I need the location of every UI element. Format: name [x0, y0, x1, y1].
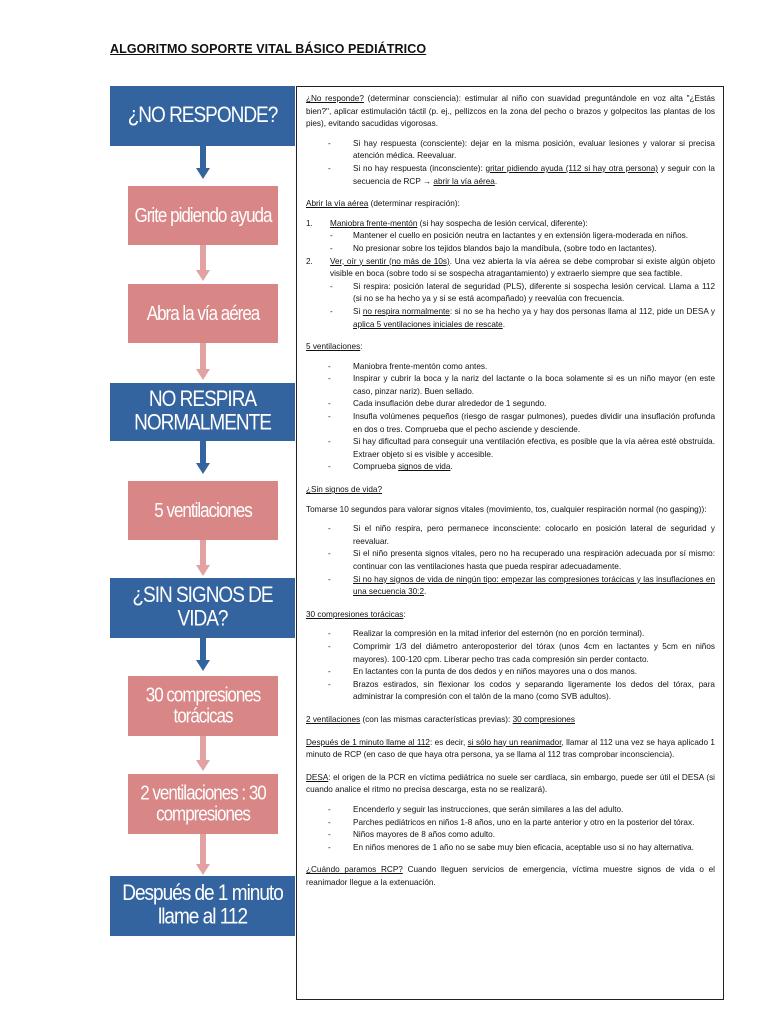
flow-box-30-compresiones: 30 compresiones torácicas — [128, 676, 278, 736]
flow-arrow-3 — [196, 343, 210, 380]
list-item: - Si el niño presenta signos vitales, pero no ha recuperado una respiración adecuada por sí mismo: continuar con las ventilaciones hasta que pueda respirar adecuadamente. — [306, 548, 715, 573]
list-item: - Si no respira normalmente: si no se ha hecho ya y hay dos personas llama al 112, pide un DESA y aplica 5 ventilaciones iniciales de rescate. — [330, 306, 715, 331]
section-sin-signos: ¿Sin signos de vida? — [306, 485, 383, 495]
list-desa — [306, 804, 715, 854]
list-30-compresiones — [306, 628, 715, 704]
list-item: - Cada insuflación debe durar alrededor de 1 segundo. — [306, 398, 715, 411]
flow-arrow-5 — [196, 540, 210, 576]
flow-arrow-2 — [196, 245, 210, 281]
list-item: - Si respira: posición lateral de seguridad (PLS), diferente si sospecha lesión cervical. Llama a 112 (si no se ha hecho ya y si se está acompañado) y reevalúa con frecuencia. — [330, 281, 715, 306]
flow-arrow-7 — [196, 736, 210, 771]
list-item: - Si no hay respuesta (inconsciente): gritar pidiendo ayuda (112 si hay otra persona) y seguir con la secuencia de RCP → abrir la vía aérea. — [306, 163, 715, 188]
list-item: - Comprimir 1/3 del diámetro anteroposterior del tórax (unos 4cm en lactantes y 5cm en niños mayores). 100-120 cpm. Liberar pecho tras cada compresión sin perder contacto. — [306, 641, 715, 666]
list-item: - Parches pediátricos en niños 1-8 años, uno en la parte anterior y otro en la posterior del tórax. — [306, 817, 715, 830]
flow-arrow-4 — [196, 441, 210, 474]
list-item: - Realizar la compresión en la mitad inferior del esternón (no en porción terminal). — [306, 628, 715, 641]
list-item: - Mantener el cuello en posición neutra en lactantes y en extensión ligera-moderada en niños. — [330, 230, 715, 243]
instructions-panel — [296, 86, 724, 1000]
list-item: - Si el niño respira, pero permanece inconsciente: colocarlo en posición lateral de seguridad y reevaluar. — [306, 523, 715, 548]
flow-box-no-responde: ¿NO RESPONDE? — [110, 86, 295, 146]
list-item: - Insufla volúmenes pequeños (riesgo de rasgar pulmones), puedes dividir una insuflación profunda en dos o tres. Comprueba que el pecho asciende y desciende. — [306, 411, 715, 436]
flow-box-sin-signos: ¿SIN SIGNOS DE VIDA? — [110, 578, 295, 638]
list-item: - Brazos estirados, sin flexionar los codos y separando ligeramente los dedos del tórax, para administrar la compresión con el talón de la mano (como SVB adultos). — [306, 679, 715, 704]
flow-box-no-respira: NO RESPIRA NORMALMENTE — [110, 383, 295, 441]
list-sin-signos — [306, 523, 715, 599]
list-item: - En lactantes con la punta de dos dedos y en niños mayores una o dos manos. — [306, 666, 715, 679]
flow-arrow-6 — [196, 638, 210, 671]
section-llame-112: Después de 1 minuto llame al 112: es decir, si sólo hay un reanimador, llamar al 112 una vez se haya aplicado 1 minuto de RCP (en caso de que haya otra persona, ya se llama al 112 tras comprobar inconsciencia). — [306, 737, 715, 760]
flow-box-5-ventilaciones: 5 ventilaciones — [128, 481, 278, 540]
flow-box-llame-112: Después de 1 minuto llame al 112 — [110, 876, 295, 936]
flow-box-grite: Grite pidiendo ayuda — [128, 186, 278, 245]
list-item: - En niños menores de 1 año no se sabe muy bien eficacia, aceptable uso si no hay alternativa. — [306, 842, 715, 855]
list-item: - Comprueba signos de vida. — [306, 461, 715, 474]
section-abrir-via: Abrir la vía aérea (determinar respiración): — [306, 199, 460, 209]
list-item: - Si hay dificultad para conseguir una ventilación efectiva, es posible que la vía aérea esté obstruida. Extraer objeto si es visible y accesible. — [306, 436, 715, 461]
section-2-ventilaciones: 2 ventilaciones (con las mismas características previas): 30 compresiones — [306, 714, 575, 724]
document-title: ALGORITMO SOPORTE VITAL BÁSICO PEDIÁTRICO — [110, 42, 427, 56]
list-no-responde — [306, 138, 715, 188]
list-item: - Si hay respuesta (consciente): dejar en la misma posición, evaluar lesiones y valorar si precisa atención médica. Reevaluar. — [306, 138, 715, 163]
list-item: - Niños mayores de 8 años como adulto. — [306, 829, 715, 842]
list-abrir-via — [306, 218, 715, 331]
list-item: - Maniobra frente-mentón como antes. — [306, 361, 715, 374]
list-item: - Encenderlo y seguir las instrucciones, que serán similares a las del adulto. — [306, 804, 715, 817]
section-30-compresiones: 30 compresiones torácicas: — [306, 609, 406, 619]
list-item: - Inspirar y cubrir la boca y la nariz del lactante o la boca solamente si es un niño mayor (en este caso, pinzar nariz). Buen sellado. — [306, 373, 715, 398]
flow-box-2-ventilaciones: 2 ventilaciones : 30 compresiones — [128, 774, 278, 834]
list-item: 2. Ver, oír y sentir (no más de 10s). Una vez abierta la vía aérea se debe comprobar si existe algún objeto visible en boca (sobre todo si se sospecha atragantamiento) y extraerlo siempre que sea factible. - Si respira: posición lateral de seguridad (PLS), diferente si sospecha lesión cervical. Llama a 112 (si no se ha hecho ya y si se está acompañado) y reevalúa con frecuencia. - Si no respira normalmente: si no se ha hecho ya y hay dos personas llama al 112, pide un DESA y aplica 5 ventilaciones iniciales de rescate. — [306, 256, 715, 332]
list-item: - Si no hay signos de vida de ningún tipo: empezar las compresiones torácicas y las insuflaciones en una secuencia 30:2. — [306, 574, 715, 599]
list-item: 1. Maniobra frente-mentón (si hay sospecha de lesión cervical, diferente): - Mantener el cuello en posición neutra en lactantes y en extensión ligera-moderada en niños. - No presionar sobre los tejidos blandos bajo la mandíbula, (sobre todo en lactantes). — [306, 218, 715, 256]
list-item: - No presionar sobre los tejidos blandos bajo la mandíbula, (sobre todo en lactantes). — [330, 243, 715, 256]
section-5-ventilaciones: 5 ventilaciones: — [306, 342, 363, 352]
flow-arrow-8 — [196, 834, 210, 875]
flow-arrow-1 — [196, 146, 210, 179]
flow-box-abra-via: Abra la vía aérea — [128, 284, 278, 343]
section-no-responde: ¿No responde? (determinar consciencia): estimular al niño con suavidad preguntándole en voz alta "¿Estás bien?", aplicar estimulación táctil (p. ej., pellizcos en la zona del pecho o brazos y golpecitos las plantas de los pies), evitando sacudidas vigorosas. — [306, 94, 715, 129]
section-sin-signos-text: Tomarse 10 segundos para valorar signos vitales (movimiento, tos, cualquier respiración normal (no gasping)): — [306, 504, 707, 514]
section-desa: DESA: el origen de la PCR en víctima pediátrica no suele ser cardíaca, sin embargo, puede ser útil el DESA (si cuando analice el ritmo no precisa descarga, esta no se realizará). — [306, 772, 715, 795]
list-5-ventilaciones — [306, 361, 715, 474]
section-cuando-paramos: ¿Cuándo paramos RCP? Cuando lleguen servicios de emergencia, víctima muestre signos de vida o el reanimador llegue a la extenuación. — [306, 865, 715, 887]
